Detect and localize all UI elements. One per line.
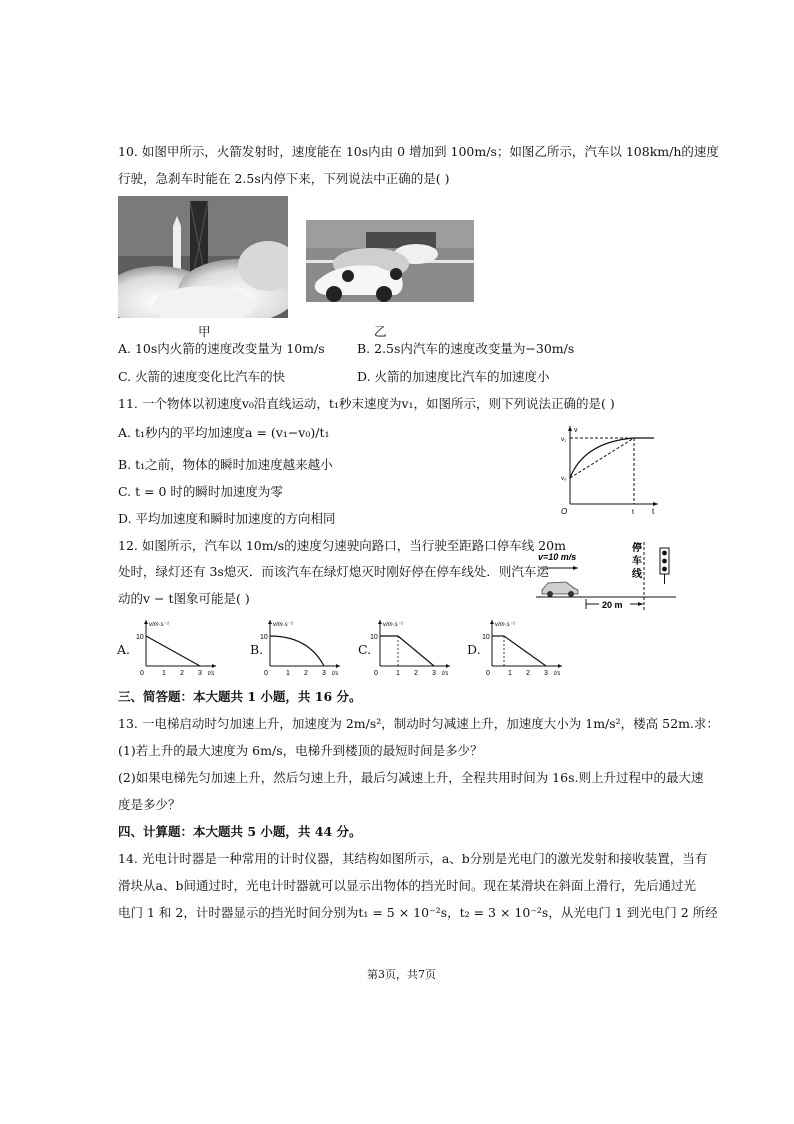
q12-label-b: B.	[250, 642, 264, 657]
q14-stem-line1: 14. 光电计时器是一种常用的计时仪器，其结构如图所示，a、b分别是光电门的激光发射和接收装置，当有	[118, 851, 708, 866]
stopline-char-2: 车	[632, 556, 642, 567]
svg-text:10: 10	[260, 634, 268, 641]
section-4-heading: 四、计算题：本大题共 5 小题，共 44 分。	[118, 824, 362, 839]
line-c	[398, 636, 434, 666]
svg-text:v/m·s⁻¹: v/m·s⁻¹	[383, 622, 403, 628]
svg-text:3: 3	[322, 670, 326, 677]
q11-option-c: C. t = 0 时的瞬时加速度为零	[118, 484, 283, 499]
distance-label: 20 m	[602, 600, 623, 610]
q11-option-d: D. 平均加速度和瞬时加速度的方向相同	[118, 511, 336, 526]
svg-text:0: 0	[140, 670, 144, 677]
section-3-heading: 三、简答题：本大题共 1 小题，共 16 分。	[118, 689, 362, 704]
svg-text:v/m·s⁻¹: v/m·s⁻¹	[149, 622, 169, 628]
svg-text:t/s: t/s	[208, 671, 215, 677]
braking-car-photo	[306, 220, 474, 302]
origin-label: O	[561, 507, 568, 516]
line-d	[504, 636, 546, 666]
q10-stem-line1: 10. 如图甲所示，火箭发射时，速度能在 10s内由 0 增加到 100m/s；如图乙所示，汽车以 108km/h的速度	[118, 144, 719, 159]
q13-part2-line2: 度是多少？	[118, 797, 181, 812]
speed-label: v=10 m/s	[538, 552, 577, 562]
rocket-launch-photo	[118, 196, 288, 318]
svg-text:0: 0	[264, 670, 268, 677]
t1-label: t	[632, 509, 634, 516]
q12-stem-line3: 动的v − t图象可能是( )	[118, 591, 250, 606]
q10-option-a: A. 10s内火箭的速度改变量为 10m/s	[118, 341, 325, 356]
q12-label-d: D.	[467, 642, 481, 657]
svg-text:10: 10	[370, 634, 378, 641]
q11-option-a: A. t₁秒内的平均加速度a = (v₁−v₀)/t₁	[118, 425, 330, 440]
q13-stem: 13. 一电梯启动时匀加速上升，加速度为 2m/s²，制动时匀减速上升，加速度大小为 1m/s²，楼高 52m.求：	[118, 716, 719, 731]
svg-text:2: 2	[526, 670, 530, 677]
svg-text:0: 0	[374, 670, 378, 677]
svg-text:0: 0	[486, 670, 490, 677]
q12-graph-b	[260, 616, 346, 680]
stopline-char-3: 线	[632, 569, 642, 580]
svg-text:v/m·s⁻¹: v/m·s⁻¹	[273, 622, 293, 628]
v1-label: v₁	[561, 437, 567, 443]
q10-option-c: C. 火箭的速度变化比汽车的快	[118, 369, 286, 384]
q11-vt-graph	[558, 420, 664, 518]
q13-part2-line1: (2)如果电梯先匀加速上升，然后匀速上升，最后匀减速上升，全程共用时间为 16s.则上升过程中的最大速	[118, 770, 704, 785]
svg-text:2: 2	[304, 670, 308, 677]
svg-text:2: 2	[414, 670, 418, 677]
svg-text:3: 3	[432, 670, 436, 677]
q12-graph-d	[482, 616, 568, 680]
q11-stem: 11. 一个物体以初速度v₀沿直线运动，t₁秒末速度为v₁，如图所示，则下列说法正确的是( )	[118, 396, 615, 411]
page-footer: 第3页，共7页	[367, 968, 436, 981]
q14-stem-line3: 电门 1 和 2，计时器显示的挡光时间分别为t₁ = 5 × 10⁻²s，t₂ = 3 × 10⁻²s，从光电门 1 到光电门 2 所经	[118, 905, 718, 920]
q11-option-b: B. t₁之前，物体的瞬时加速度越来越小	[118, 457, 333, 472]
q12-stem-line2: 处时，绿灯还有 3s熄灭．而该汽车在绿灯熄灭时刚好停在停车线处．则汽车运	[118, 564, 549, 579]
stopline-char-1: 停	[632, 543, 642, 554]
q10-stem-line2: 行驶，急刹车时能在 2.5s内停下来，下列说法中正确的是( )	[118, 171, 450, 186]
svg-text:3: 3	[544, 670, 548, 677]
q10-option-b: B. 2.5s内汽车的速度改变量为−30m/s	[357, 341, 575, 356]
traffic-scene	[536, 538, 678, 614]
y-label: v	[574, 427, 578, 434]
svg-text:t/s: t/s	[332, 671, 339, 677]
q13-part1: (1)若上升的最大速度为 6m/s，电梯升到楼顶的最短时间是多少？	[118, 743, 483, 758]
v0-label: v₀	[561, 476, 567, 482]
svg-text:1: 1	[162, 670, 166, 677]
q12-graph-c	[370, 616, 456, 680]
x-label: t	[652, 507, 655, 516]
car-caption: 乙	[374, 324, 387, 339]
svg-text:1: 1	[508, 670, 512, 677]
svg-text:2: 2	[180, 670, 184, 677]
line-a	[146, 636, 200, 666]
q14-stem-line2: 滑块从a、b间通过时，光电计时器就可以显示出物体的挡光时间。现在某滑块在斜面上滑行，先后通过光	[118, 878, 696, 893]
svg-text:3: 3	[198, 670, 202, 677]
q12-label-a: A.	[117, 642, 131, 657]
svg-text:t/s: t/s	[442, 671, 449, 677]
q12-label-c: C.	[358, 642, 372, 657]
q10-option-d: D. 火箭的加速度比汽车的加速度小	[357, 369, 550, 384]
q12-stem-line1: 12. 如图所示，汽车以 10m/s的速度匀速驶向路口，当行驶至距路口停车线 20m	[118, 538, 566, 553]
svg-text:10: 10	[482, 634, 490, 641]
svg-text:10: 10	[136, 634, 144, 641]
q12-graph-a	[136, 616, 222, 680]
svg-text:t/s: t/s	[554, 671, 561, 677]
rocket-caption: 甲	[198, 324, 211, 339]
secant-line	[570, 438, 634, 478]
svg-text:v/m·s⁻¹: v/m·s⁻¹	[495, 622, 515, 628]
svg-text:1: 1	[396, 670, 400, 677]
curve-b	[270, 636, 324, 666]
svg-text:1: 1	[286, 670, 290, 677]
